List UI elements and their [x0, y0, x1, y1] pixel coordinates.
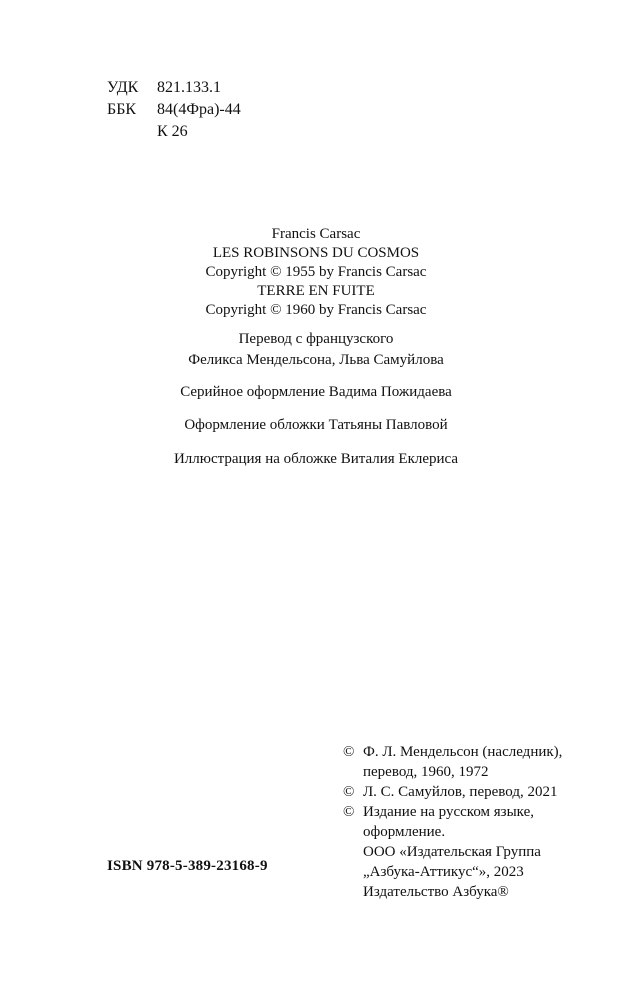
translation-line-1: Перевод с французского [238, 331, 394, 347]
bbk-row [107, 99, 241, 121]
udk-row [107, 77, 241, 99]
copyright-icon: © [343, 804, 355, 820]
copyright-entry [343, 802, 562, 902]
classification-value: 821.133.1 [157, 79, 221, 96]
copyright-line: ООО «Издательская Группа [363, 844, 541, 860]
cover-illustration-credit: Иллюстрация на обложке Виталия Еклериса [173, 451, 459, 467]
classification-key: ББК [107, 101, 137, 118]
translation-line-2: Феликса Мендельсона, Льва Самуйлова [188, 352, 444, 368]
classification-key: УДК [107, 79, 139, 96]
copyright-line: перевод, 1960, 1972 [363, 764, 489, 780]
copyright-line: Издательство Азбука® [363, 884, 509, 900]
copyright-entry [343, 782, 562, 802]
translation-info [0, 329, 632, 371]
original-title-1: LES ROBINSONS DU COSMOS [212, 245, 420, 261]
classification-value: 84(4Фра)-44 [157, 101, 241, 118]
copyright-icon: © [343, 744, 355, 760]
copyright-line: Издание на русском языке, [363, 804, 534, 820]
copyright-line: „Азбука-Аттикус“», 2023 [363, 864, 524, 880]
author-mark-row [107, 121, 241, 143]
copyright-entry [343, 742, 562, 782]
copyright-notices [343, 742, 562, 902]
copyright-line: Л. С. Самуйлов, перевод, 2021 [363, 784, 558, 800]
classification-codes [107, 77, 241, 143]
cover-design-credit: Оформление обложки Татьяны Павловой [184, 417, 448, 433]
original-copyright-1: Copyright © 1955 by Francis Carsac [205, 264, 427, 280]
classification-key [107, 121, 157, 143]
series-design-credit: Серийное оформление Вадима Пожидаева [180, 384, 452, 400]
original-copyright-2: Copyright © 1960 by Francis Carsac [205, 302, 427, 318]
isbn: ISBN 978-5-389-23168-9 [107, 858, 268, 874]
original-edition-info [0, 225, 632, 320]
copyright-icon: © [343, 784, 355, 800]
original-author: Francis Carsac [271, 226, 361, 242]
copyright-line: оформление. [363, 824, 446, 840]
original-title-2: TERRE EN FUITE [257, 283, 375, 299]
classification-value: К 26 [157, 123, 188, 140]
copyright-line: Ф. Л. Мендельсон (наследник), [363, 744, 563, 760]
